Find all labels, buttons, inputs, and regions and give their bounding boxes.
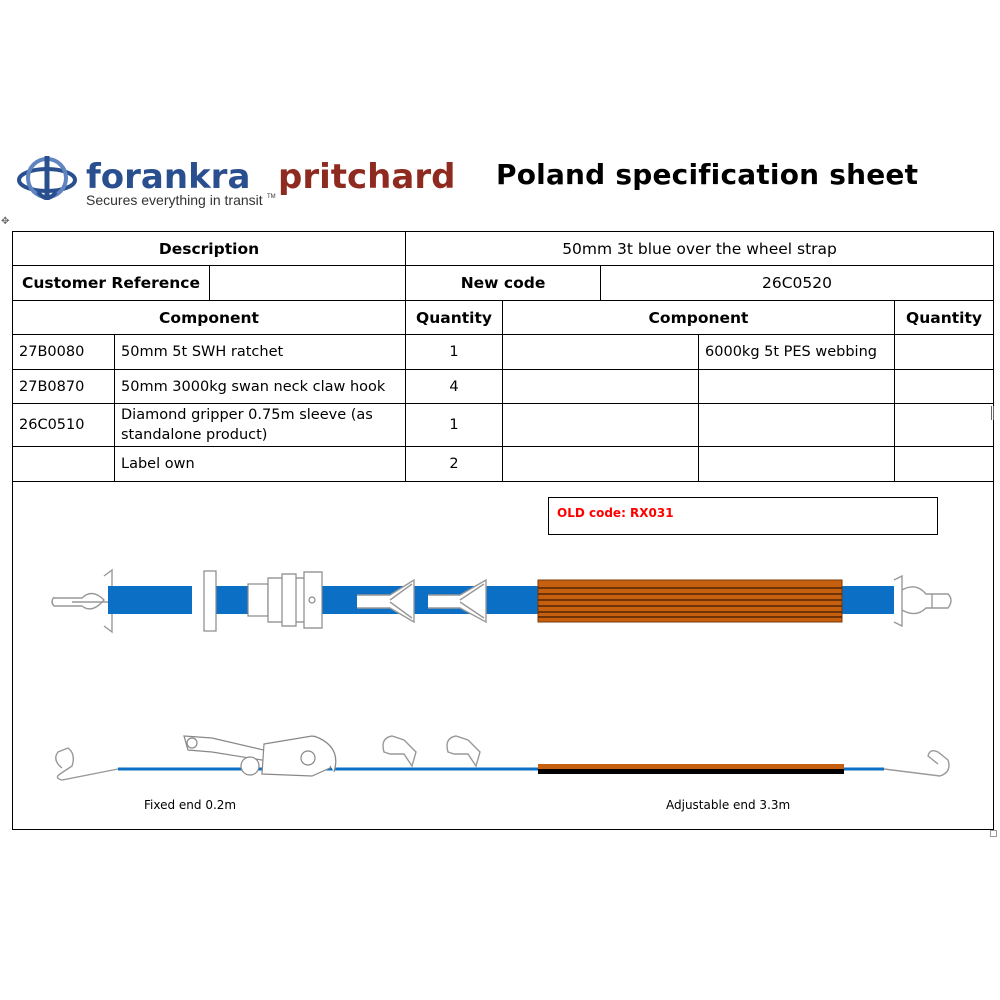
table-end-marker-icon bbox=[991, 406, 994, 420]
description-value[interactable]: 50mm 3t blue over the wheel strap bbox=[406, 232, 994, 266]
component-code-2[interactable] bbox=[503, 404, 699, 447]
tagline-text: Secures everything in transit bbox=[86, 192, 263, 208]
component-qty[interactable]: 1 bbox=[406, 335, 503, 370]
brand-secondary-text: pritchard bbox=[278, 157, 456, 197]
table-row bbox=[13, 404, 994, 447]
component-name-2[interactable] bbox=[699, 447, 895, 482]
component-qty-2[interactable] bbox=[895, 335, 994, 370]
component-header-row bbox=[13, 301, 994, 335]
new-code-label: New code bbox=[406, 266, 601, 301]
component-name-2[interactable] bbox=[699, 370, 895, 404]
component-name-2[interactable]: 6000kg 5t PES webbing bbox=[699, 335, 895, 370]
customer-reference-value[interactable] bbox=[210, 266, 406, 301]
description-label: Description bbox=[13, 232, 406, 266]
component-code[interactable]: 26C0510 bbox=[13, 404, 115, 447]
component-qty[interactable]: 1 bbox=[406, 404, 503, 447]
forankra-pritchard-logo bbox=[16, 148, 476, 212]
quantity-header-2: Quantity bbox=[895, 301, 994, 335]
resize-handle-icon[interactable] bbox=[990, 830, 997, 837]
component-code-2[interactable] bbox=[503, 335, 699, 370]
old-code-text: OLD code: RX031 bbox=[557, 506, 674, 520]
side-view-strap bbox=[56, 736, 949, 780]
strap-illustration bbox=[12, 540, 992, 830]
table-move-handle-icon[interactable]: ✥ bbox=[1, 216, 10, 227]
left-side-hook-icon bbox=[56, 748, 118, 780]
specification-table bbox=[12, 231, 994, 482]
table-row bbox=[13, 370, 994, 404]
component-code[interactable] bbox=[13, 447, 115, 482]
table-row bbox=[13, 447, 994, 482]
component-qty[interactable]: 2 bbox=[406, 447, 503, 482]
right-side-hook-icon bbox=[884, 751, 949, 776]
left-end-hook-icon bbox=[52, 570, 112, 632]
component-qty[interactable]: 4 bbox=[406, 370, 503, 404]
component-code[interactable]: 27B0080 bbox=[13, 335, 115, 370]
sleeve-side-icon bbox=[538, 764, 844, 774]
component-qty-2[interactable] bbox=[895, 370, 994, 404]
description-row bbox=[13, 232, 994, 266]
customer-reference-label: Customer Reference bbox=[13, 266, 210, 301]
component-qty-2[interactable] bbox=[895, 447, 994, 482]
component-code-2[interactable] bbox=[503, 370, 699, 404]
top-view-strap bbox=[52, 570, 951, 632]
reference-row bbox=[13, 266, 994, 301]
component-name[interactable]: 50mm 3000kg swan neck claw hook bbox=[115, 370, 406, 404]
page-title: Poland specification sheet bbox=[496, 158, 919, 191]
new-code-value[interactable]: 26C0520 bbox=[601, 266, 994, 301]
logo-emblem-icon bbox=[19, 156, 75, 200]
fixed-end-label: Fixed end 0.2m bbox=[144, 798, 237, 812]
old-code-textbox[interactable] bbox=[548, 497, 938, 535]
component-name-2[interactable] bbox=[699, 404, 895, 447]
tagline-tm-text: TM bbox=[267, 194, 276, 200]
brand-primary-text: forankra bbox=[86, 157, 251, 197]
component-code-2[interactable] bbox=[503, 447, 699, 482]
table-row bbox=[13, 335, 994, 370]
right-end-hook-icon bbox=[894, 576, 951, 626]
claw-hook-side-icon bbox=[383, 736, 480, 766]
component-header-2: Component bbox=[503, 301, 895, 335]
component-name[interactable]: 50mm 5t SWH ratchet bbox=[115, 335, 406, 370]
adjustable-end-label: Adjustable end 3.3m bbox=[666, 798, 791, 812]
component-qty-2[interactable] bbox=[895, 404, 994, 447]
gripper-sleeve-icon bbox=[538, 580, 842, 622]
webbing-segment bbox=[214, 586, 248, 614]
quantity-header: Quantity bbox=[406, 301, 503, 335]
component-name[interactable]: Diamond gripper 0.75m sleeve (as standalone product) bbox=[115, 404, 406, 447]
component-code[interactable]: 27B0870 bbox=[13, 370, 115, 404]
component-header: Component bbox=[13, 301, 406, 335]
webbing-segment bbox=[108, 586, 192, 614]
component-name[interactable]: Label own bbox=[115, 447, 406, 482]
